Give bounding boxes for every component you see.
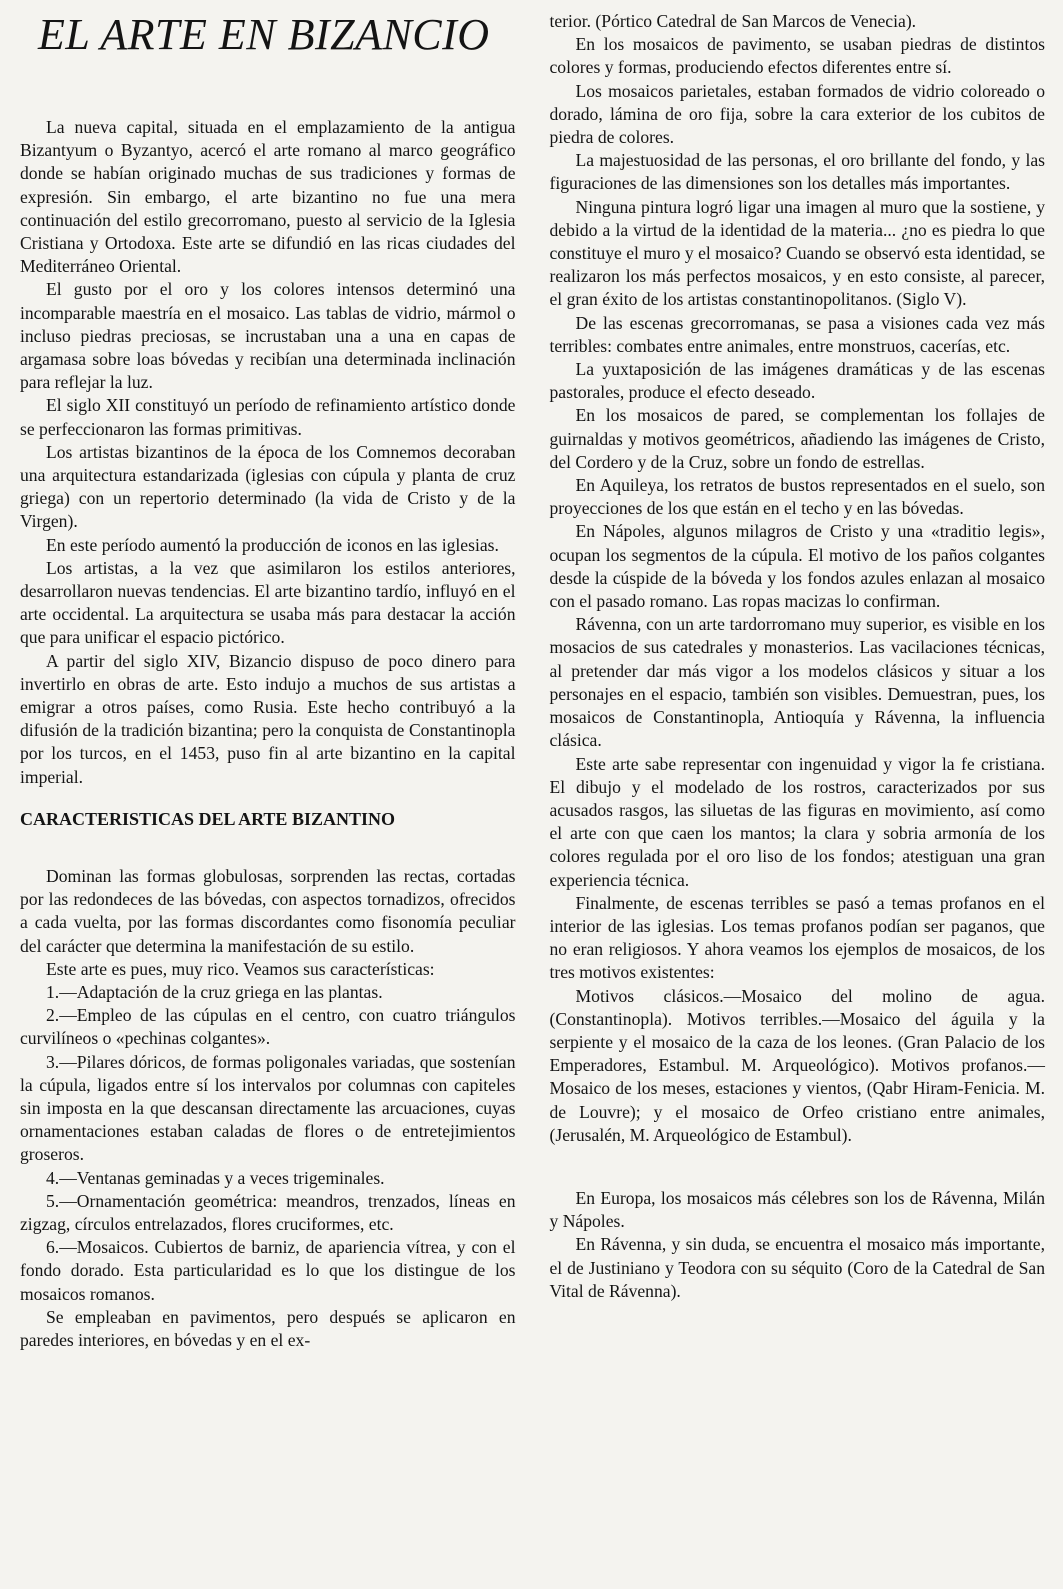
body-paragraph: De las escenas grecorromanas, se pasa a visiones cada vez más terribles: combates entre animales, entre monstruos, cacerías, etc.: [549, 312, 1045, 356]
continued-line: terior. (Pórtico Catedral de San Marcos de Venecia).: [549, 11, 917, 31]
body-paragraph: Dominan las formas globulosas, sorprenden las rectas, cortadas por las redondeces de las bóvedas, con aspectos tornadizos, ofrecidos a cada vuelta, por las formas discordantes como fisonomía peculiar del carácter que determina la manifestación de su estilo.: [20, 865, 516, 956]
body-paragraph: En Nápoles, algunos milagros de Cristo y una «traditio legis», ocupan los segmentos de la cúpula. El motivo de los paños colgantes desde la cúspide de la bóveda y los fondos azules enlazan al mosaico con el pasado romano. Las ropas macizas lo confirman.: [549, 521, 1045, 612]
body-paragraph: Ninguna pintura logró ligar una imagen al muro que la sostiene, y debido a la virtud de la identidad de la materia... ¿no es piedra lo que constituye el muro y el mosaico? Cuando se observó esta identidad, se realizaron los más perfectos mosaicos, y en esto consiste, al parecer, el gran éxito de los artistas constantinopolitanos. (Siglo V).: [549, 196, 1045, 310]
body-paragraph: A partir del siglo XIV, Bizancio dispuso de poco dinero para invertirlo en obras de arte. Esto indujo a muchos de sus artistas a emigrar a otros países, como Rusia. Este hecho contribuyó a la difusión de la tradición bizantina; pero la conquista de Constantinopla por los turcos, en el 1453, puso fin al arte bizantino en la capital imperial.: [20, 650, 516, 787]
body-paragraph: El siglo XII constituyó un período de refinamiento artístico donde se perfeccionaron las formas primitivas.: [20, 395, 516, 439]
body-paragraph: Los artistas, a la vez que asimilaron los estilos anteriores, desarrollaron nuevas tendencias. El arte bizantino tardío, influyó en el arte occidental. La arquitectura se usaba más para destacar la acción que para unificar el espacio pictórico.: [20, 557, 516, 648]
list-item: 5.—Ornamentación geométrica: meandros, trenzados, líneas en zigzag, círculos entrelazados, flores cruciformes, etc.: [20, 1190, 516, 1234]
section-heading: CARACTERISTICAS DEL ARTE BIZANTINO: [20, 808, 395, 829]
body-paragraph: Motivos clásicos.—Mosaico del molino de agua. (Constantinopla). Motivos terribles.—Mosaico del águila y la serpiente y el mosaico de la caza de los leones. (Gran Palacio de los Emperadores, Estambul. M. Arqueológico). Motivos profanos.—Mosaico de los meses, estaciones y vientos, (Qabr Hiram-Fenicia. M. de Louvre); y el mosaico de Orfeo cristiano entre animales, (Jerusalén, M. Arqueológico de Estambul).: [549, 985, 1045, 1145]
body-paragraph: En los mosaicos de pavimento, se usaban piedras de distintos colores y formas, produciendo efectos diferentes entre sí.: [549, 34, 1045, 78]
list-item: 3.—Pilares dóricos, de formas poligonales variadas, que sostenían la cúpula, ligados entre sí los intervalos por columnas con capiteles sin imposta en la que descansan directamente las arcuaciones, cuyas ornamentaciones estaban caladas de flores o de entretejimientos groseros.: [20, 1051, 516, 1165]
body-paragraph: El gusto por el oro y los colores intensos determinó una incomparable maestría en el mosaico. Las tablas de vidrio, mármol o incluso piedras preciosas, se incrustaban una a una en capas de argamasa sobre loas bóvedas y recibían una determinada inclinación para reflejar la luz.: [20, 279, 516, 393]
body-paragraph: Finalmente, de escenas terribles se pasó a temas profanos en el interior de las iglesias. Los temas profanos podían ser paganos, que no eran religiosos. Y ahora veamos los ejemplos de mosaicos, de los tres motivos existentes:: [549, 892, 1045, 983]
body-paragraph: Se empleaban en pavimentos, pero después se aplicaron en paredes interiores, en bóvedas y en el ex-: [20, 1306, 516, 1350]
list-item: 2.—Empleo de las cúpulas en el centro, con cuatro triángulos curvilíneos o «pechinas colgantes».: [20, 1005, 516, 1049]
body-paragraph: En Aquileya, los retratos de bustos representados en el suelo, son proyecciones de los que están en el techo y en las bóvedas.: [549, 475, 1045, 519]
body-paragraph: Este arte es pues, muy rico. Veamos sus características:: [46, 958, 435, 979]
body-paragraph: En los mosaicos de pared, se complementan los follajes de guirnaldas y motivos geométricos, añadiendo las imágenes de Cristo, del Cordero y de la Cruz, sobre un fondo de estrellas.: [549, 405, 1045, 472]
body-paragraph: La yuxtaposición de las imágenes dramáticas y de las escenas pastorales, produce el efecto deseado.: [549, 359, 1045, 403]
left-column: [20, 10, 516, 1589]
list-item: 4.—Ventanas geminadas y a veces trigeminales.: [46, 1167, 385, 1188]
body-paragraph: Rávenna, con un arte tardorromano muy superior, es visible en los mosacios de sus catedrales y monasterios. Las vacilaciones técnicas, al pretender dar más vigor a los modelos clásicos y situar a los personajes en el espacio, también son visibles. Demuestran, pues, los mosaicos de Constantinopla, Antioquía y Rávenna, la influencia clásica.: [549, 614, 1045, 751]
body-paragraph: En Europa, los mosaicos más célebres son los de Rávenna, Milán y Nápoles.: [549, 1187, 1045, 1232]
body-paragraph: En Rávenna, y sin duda, se encuentra el mosaico más importante, el de Justiniano y Teodora con su séquito (Coro de la Catedral de San Vital de Rávenna).: [549, 1234, 1045, 1301]
body-paragraph: Los artistas bizantinos de la época de los Comnemos decoraban una arquitectura estandarizada (iglesias con cúpula y planta de cruz griega) con un repertorio determinado (la vida de Cristo y de la Virgen).: [20, 441, 516, 532]
list-item: 6.—Mosaicos. Cubiertos de barniz, de apariencia vítrea, y con el fondo dorado. Esta particularidad es lo que los distingue de los mosaicos romanos.: [20, 1237, 516, 1304]
body-paragraph: La majestuosidad de las personas, el oro brillante del fondo, y las figuraciones de las dimensiones son los detalles más importantes.: [549, 150, 1045, 194]
right-column: [550, 10, 1046, 1589]
body-paragraph: En este período aumentó la producción de iconos en las iglesias.: [46, 534, 499, 555]
body-paragraph: Los mosaicos parietales, estaban formados de vidrio coloreado o dorado, lámina de oro fija, sobre la cara exterior de los cubitos de piedra de colores.: [549, 80, 1045, 148]
page-title: EL ARTE EN BIZANCIO: [38, 10, 490, 59]
list-item: 1.—Adaptación de la cruz griega en las plantas.: [46, 981, 383, 1002]
body-paragraph: La nueva capital, situada en el emplazamiento de la antigua Bizantyum o Byzantyo, acercó el arte romano al marco geográfico donde se habían originado muchas de sus tradiciones y formas de expresión. Sin embargo, el arte bizantino no fue una mera continuación del estilo grecorromano, puesto al servicio de la Iglesia Cristiana y Ortodoxa. Este arte se difundió en las ricas ciudades del Mediterráneo Oriental.: [20, 117, 516, 277]
body-paragraph: Este arte sabe representar con ingenuidad y vigor la fe cristiana. El dibujo y el modelado de los rostros, caracterizados por sus acusados rasgos, las siluetas de las figuras en movimiento, así como el arte con que caen los mantos; la clara y sobria armonía de los colores regulada por el oro liso de los fondos; atestiguan una gran experiencia técnica.: [549, 753, 1045, 890]
